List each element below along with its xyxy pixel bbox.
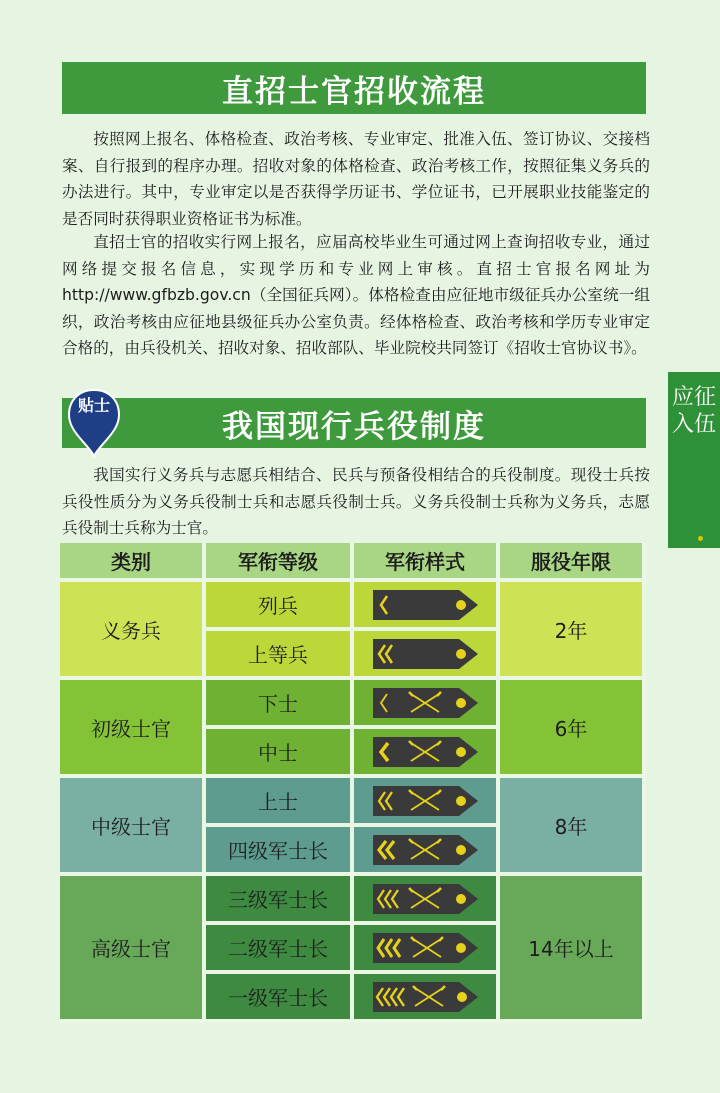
paragraph-service-system: 我国实行义务兵与志愿兵相结合、民兵与预备役相结合的兵役制度。现役士兵按兵役性质分为义务兵役制士兵和志愿兵役制士兵。义务兵役制士兵称为义务兵，志愿兵役制士兵称为士官。 xyxy=(62,466,650,538)
table-header-row xyxy=(60,543,646,582)
insignia-first-class-master-sergeant-icon xyxy=(369,980,481,1014)
insignia-corporal-icon xyxy=(369,686,481,720)
insignia-private-icon xyxy=(369,588,481,622)
rank-cell: 四级军士长 xyxy=(206,827,354,876)
category-cell: 中级士官 xyxy=(60,778,206,876)
header-rank: 军衔等级 xyxy=(206,543,354,582)
years-cell: 14年以上 xyxy=(500,876,646,1023)
tip-badge-label: 贴士 xyxy=(77,396,110,415)
section-title-military-service-system: 我国现行兵役制度 xyxy=(62,398,646,448)
table-row xyxy=(60,680,646,729)
years-cell: 8年 xyxy=(500,778,646,876)
table-row xyxy=(60,876,646,925)
insignia-cell xyxy=(354,680,500,729)
insignia-fourth-class-master-sergeant-icon xyxy=(369,833,481,867)
insignia-cell xyxy=(354,876,500,925)
insignia-cell xyxy=(354,582,500,631)
side-tab-dot xyxy=(698,536,703,541)
rank-cell: 二级军士长 xyxy=(206,925,354,974)
rank-cell: 一级军士长 xyxy=(206,974,354,1023)
rank-cell: 三级军士长 xyxy=(206,876,354,925)
insignia-private-first-class-icon xyxy=(369,637,481,671)
insignia-staff-sergeant-icon xyxy=(369,784,481,818)
insignia-third-class-master-sergeant-icon xyxy=(369,882,481,916)
header-service-years: 服役年限 xyxy=(500,543,646,582)
side-tab-label: 应征入伍 xyxy=(671,385,716,437)
rank-table xyxy=(60,543,646,1023)
paragraph-online-registration: 直招士官的招收实行网上报名，应届高校毕业生可通过网上查询招收专业，通过网络提交报名信息，实现学历和专业网上审核。直招士官报名网址为http://www.gfbzb.gov.cn（全国征兵网）。体格检查由应征地市级征兵办公室统一组织，政治考核由应征地县级征兵办公室负责。经体格检查、政治考核和学历专业审定合格的，由兵役机关、招收对象、招收部队、毕业院校共同签订《招收士官协议书》。 xyxy=(62,233,650,358)
insignia-cell xyxy=(354,778,500,827)
rank-cell: 上士 xyxy=(206,778,354,827)
category-cell: 高级士官 xyxy=(60,876,206,1023)
rank-cell: 列兵 xyxy=(206,582,354,631)
insignia-second-class-master-sergeant-icon xyxy=(369,931,481,965)
insignia-cell xyxy=(354,631,500,680)
header-insignia: 军衔样式 xyxy=(354,543,500,582)
insignia-cell xyxy=(354,827,500,876)
table-row xyxy=(60,778,646,827)
header-category: 类别 xyxy=(60,543,206,582)
category-cell: 初级士官 xyxy=(60,680,206,778)
rank-cell: 下士 xyxy=(206,680,354,729)
years-cell: 6年 xyxy=(500,680,646,778)
paragraph-procedure: 按照网上报名、体格检查、政治考核、专业审定、批准入伍、签订协议、交接档案、自行报到的程序办理。招收对象的体格检查、政治考核工作，按照征集义务兵的办法进行。其中，专业审定以是否获得学历证书、学位证书，已开展职业技能鉴定的是否同时获得职业资格证书为标准。 xyxy=(62,130,650,228)
category-cell: 义务兵 xyxy=(60,582,206,680)
years-cell: 2年 xyxy=(500,582,646,680)
rank-cell: 上等兵 xyxy=(206,631,354,680)
insignia-cell xyxy=(354,925,500,974)
insignia-sergeant-icon xyxy=(369,735,481,769)
insignia-cell xyxy=(354,729,500,778)
section-title-recruitment-process: 直招士官招收流程 xyxy=(62,62,646,114)
insignia-cell xyxy=(354,974,500,1023)
table-row xyxy=(60,582,646,631)
rank-cell: 中士 xyxy=(206,729,354,778)
